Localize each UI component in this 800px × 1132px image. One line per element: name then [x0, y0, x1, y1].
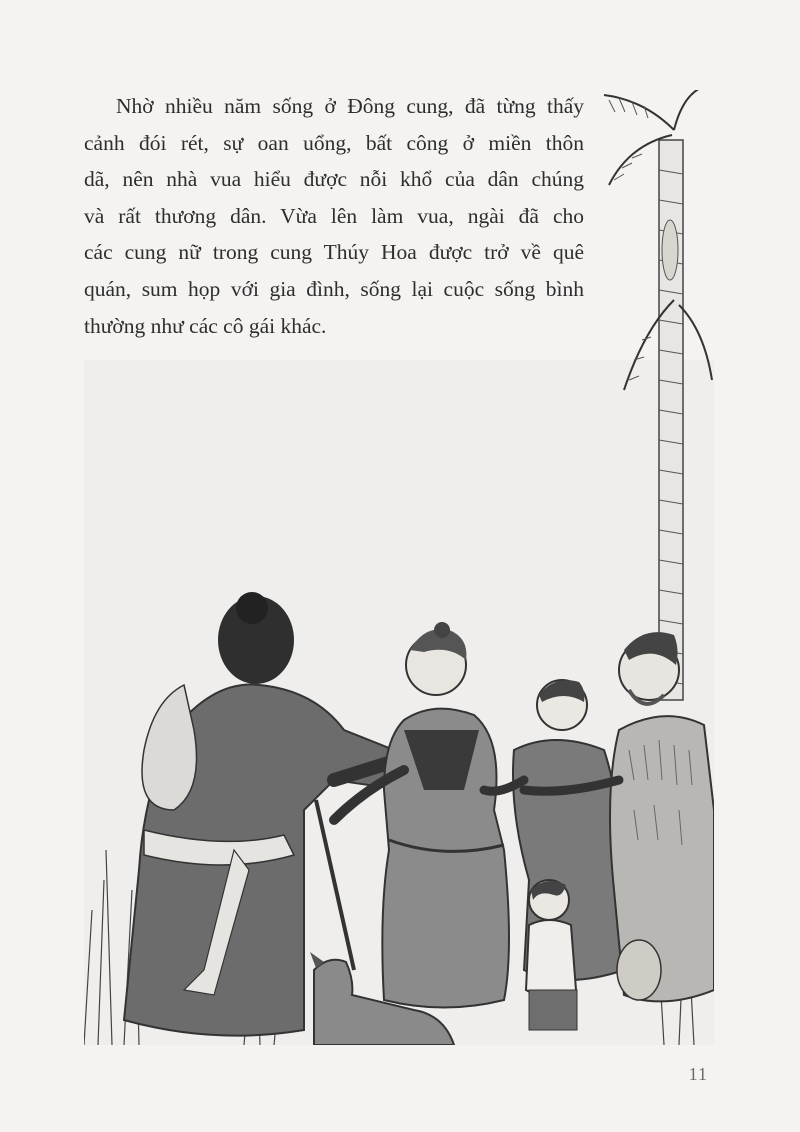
story-line: cảnh đói rét, sự oan uổng, bất công ở miền thôn	[84, 130, 584, 155]
page-number: 11	[688, 1064, 708, 1084]
story-line: và rất thương dân. Vừa lên làm vua, ngài đã cho	[84, 203, 584, 228]
story-paragraph	[84, 88, 584, 344]
story-line: thường như các cô gái khác.	[84, 313, 327, 338]
story-line: dã, nên nhà vua hiểu được nỗi khổ của dân chúng	[84, 167, 584, 192]
story-line: quán, sum họp với gia đình, sống lại cuộc sống bình	[84, 276, 584, 301]
story-line: các cung nữ trong cung Thúy Hoa được trở về quê	[84, 240, 584, 265]
child-figure	[526, 880, 577, 1030]
story-line: Nhờ nhiều năm sống ở Đông cung, đã từng thấy	[116, 94, 584, 118]
